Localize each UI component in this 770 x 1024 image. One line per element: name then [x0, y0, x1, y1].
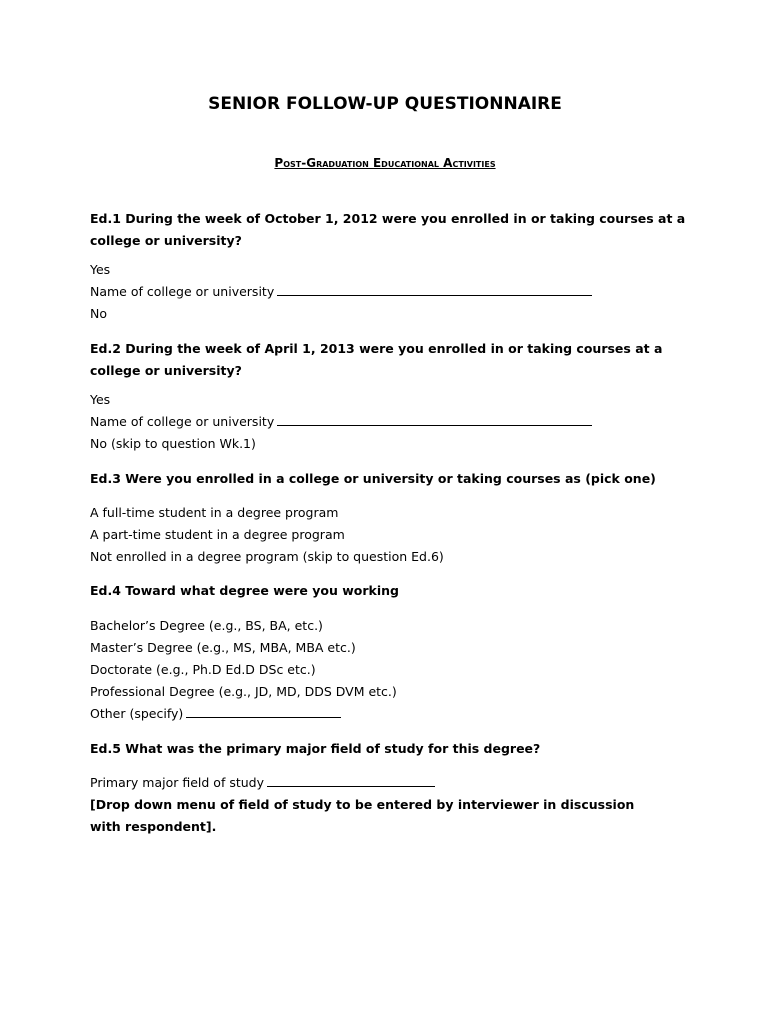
- option-ed3-not-enrolled[interactable]: Not enrolled in a degree program (skip to question Ed.6): [90, 549, 444, 564]
- option-ed4-professional[interactable]: Professional Degree (e.g., JD, MD, DDS DVM etc.): [90, 684, 397, 699]
- question-ed4: Ed.4 Toward what degree were you working: [90, 583, 399, 598]
- question-ed2: Ed.2 During the week of April 1, 2013 were you enrolled in or taking courses at a college or university?: [90, 341, 663, 378]
- option-ed1-no[interactable]: No: [90, 306, 107, 321]
- college-name-blank[interactable]: [277, 411, 592, 426]
- question-ed5: Ed.5 What was the primary major field of study for this degree?: [90, 741, 541, 756]
- field-of-study-row[interactable]: [90, 772, 435, 794]
- option-ed2-no[interactable]: No (skip to question Wk.1): [90, 436, 256, 451]
- option-ed4-bachelors[interactable]: Bachelor’s Degree (e.g., BS, BA, etc.): [90, 618, 323, 633]
- option-ed1-college-name-label: Name of college or university: [90, 284, 275, 299]
- section-heading: Post-Graduation Educational Activities: [274, 156, 496, 170]
- option-ed2-college-name-label: Name of college or university: [90, 414, 275, 429]
- field-of-study-label: Primary major field of study: [90, 775, 264, 790]
- other-specify-blank[interactable]: [186, 703, 341, 718]
- option-ed3-full-time[interactable]: A full-time student in a degree program: [90, 505, 339, 520]
- interviewer-note: [Drop down menu of field of study to be entered by interviewer in discussion with respondent].: [90, 797, 635, 834]
- college-name-blank[interactable]: [277, 281, 592, 296]
- option-ed4-other-label: Other (specify): [90, 706, 184, 721]
- question-ed3: Ed.3 Were you enrolled in a college or university or taking courses as (pick one): [90, 471, 656, 486]
- option-ed2-college-name[interactable]: [90, 411, 592, 433]
- field-of-study-blank[interactable]: [267, 772, 435, 787]
- option-ed3-part-time[interactable]: A part-time student in a degree program: [90, 527, 345, 542]
- option-ed2-yes[interactable]: Yes: [90, 392, 111, 407]
- option-ed1-yes[interactable]: Yes: [90, 262, 111, 277]
- option-ed1-college-name[interactable]: [90, 281, 592, 303]
- option-ed4-masters[interactable]: Master’s Degree (e.g., MS, MBA, MBA etc.): [90, 640, 356, 655]
- question-ed1: Ed.1 During the week of October 1, 2012 were you enrolled in or taking courses at a college or university?: [90, 211, 686, 248]
- page-title: SENIOR FOLLOW-UP QUESTIONNAIRE: [208, 94, 562, 114]
- option-ed4-other[interactable]: [90, 703, 341, 725]
- option-ed4-doctorate[interactable]: Doctorate (e.g., Ph.D Ed.D DSc etc.): [90, 662, 316, 677]
